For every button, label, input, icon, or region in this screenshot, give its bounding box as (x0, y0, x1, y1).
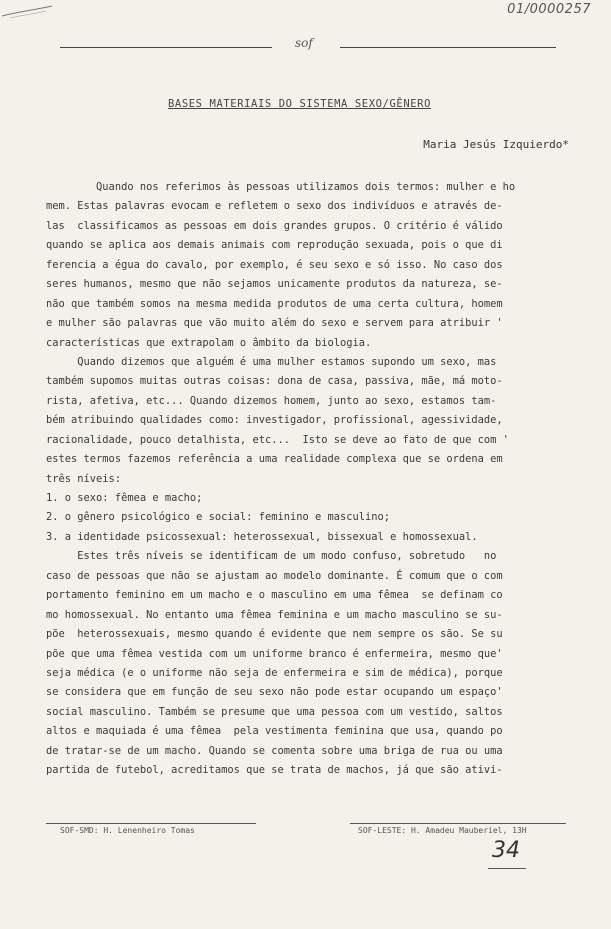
header-rule-left (60, 47, 272, 48)
body-line: Quando dizemos que alguém é uma mulher estamos supondo um sexo, mas (46, 355, 497, 368)
body-line: seja médica (e o uniforme não seja de enfermeira e sim de médica), porque (46, 666, 503, 679)
body-line: ferencia a égua do cavalo, por exemplo, é seu sexo e só isso. No caso dos (46, 258, 503, 271)
body-line: características que extrapolam o âmbito da biologia. (46, 336, 372, 349)
archive-code: 01/0000257 (507, 2, 591, 17)
body-line: partida de futebol, acreditamos que se trata de machos, já que são ativi- (46, 764, 503, 777)
footer-rule-right (350, 823, 566, 824)
body-line: Quando nos referimos às pessoas utilizamos dois termos: mulher e ho (46, 181, 516, 193)
body-line: 3. a identidade psicossexual: heterossexual, bissexual e homossexual. (46, 530, 478, 543)
body-line: quando se aplica aos demais animais com reprodução sexuada, pois o que di (46, 239, 503, 252)
body-line: seres humanos, mesmo que não sejamos unicamente produtos da natureza, se- (46, 278, 503, 291)
sof-logo: sof (295, 36, 313, 50)
body-line: põe heterossexuais, mesmo quando é evidente que nem sempre os são. Se su (46, 628, 503, 641)
body-line: caso de pessoas que não se ajustam ao modelo dominante. É comum que o com (46, 569, 503, 582)
body-line: las classificamos as pessoas em dois grandes grupos. O critério é válido (46, 219, 503, 232)
body-line: 2. o gênero psicológico e social: feminino e masculino; (46, 511, 391, 524)
paper-scuff-mark (0, 0, 70, 20)
page-number-underline (488, 868, 526, 869)
body-line: não que também somos na mesma medida produtos de uma certa cultura, homem (46, 297, 503, 310)
body-line: mo homossexual. No entanto uma fêmea feminina e um macho masculino se su- (46, 608, 503, 621)
body-line: se considera que em função de seu sexo não pode estar ocupando um espaço' (46, 686, 503, 699)
body-line: estes termos fazemos referência a uma realidade complexa que se ordena em (46, 453, 503, 466)
body-line: três níveis: (46, 472, 122, 485)
document-title: BASES MATERIAIS DO SISTEMA SEXO/GÊNERO (168, 98, 432, 110)
body-line: de tratar-se de um macho. Quando se comenta sobre uma briga de rua ou uma (46, 744, 503, 757)
body-line: altos e maquiada é uma fêmea pela vestimenta feminina que usa, quando po (46, 725, 503, 738)
header-rule-right (340, 47, 556, 48)
body-line: e mulher são palavras que vão muito além do sexo e servem para atribuir ' (46, 317, 503, 330)
footer-address-left: SOF-SMD: H. Lenenheiro Tomas (60, 826, 195, 835)
body-line: portamento feminino em um macho e o masculino em uma fêmea se definam co (46, 589, 503, 602)
body-line: Estes três níveis se identificam de um modo confuso, sobretudo no (46, 550, 497, 563)
body-line: racionalidade, pouco detalhista, etc... Isto se deve ao fato de que com ' (46, 433, 509, 446)
body-line: mem. Estas palavras evocam e refletem o sexo dos indivíduos e através de- (46, 200, 503, 213)
page-number: 34 (492, 838, 520, 863)
body-line: bém atribuindo qualidades como: investigador, profissional, agessividade, (46, 414, 503, 427)
body-line: 1. o sexo: fêmea e macho; (46, 492, 203, 504)
footer-address-right: SOF-LESTE: H. Amadeu Mauberiel, 13H (358, 826, 527, 835)
body-line: também supomos muitas outras coisas: dona de casa, passiva, mãe, má moto- (46, 375, 503, 388)
author-name: Maria Jesús Izquierdo* (423, 138, 569, 151)
body-line: rista, afetiva, etc... Quando dizemos homem, junto ao sexo, estamos tam- (46, 394, 497, 407)
body-line: põe que uma fêmea vestida com um uniforme branco é enfermeira, mesmo que' (46, 647, 503, 660)
footer-rule-left (46, 823, 256, 824)
body-line: social masculino. Também se presume que uma pessoa com um vestido, saltos (46, 705, 503, 718)
body-text (46, 178, 576, 781)
